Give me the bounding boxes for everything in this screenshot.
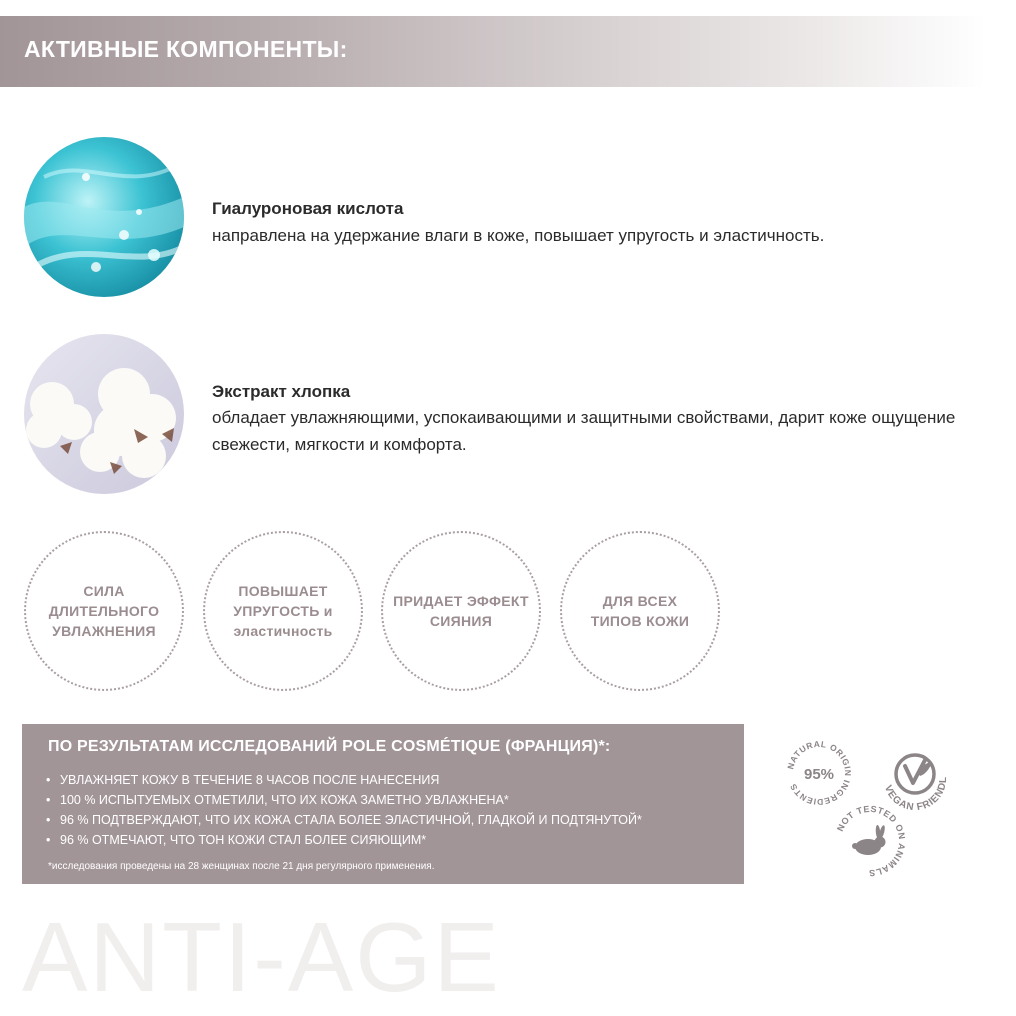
study-results-list	[46, 770, 642, 850]
benefit-badge-line: УВЛАЖНЕНИЯ	[52, 623, 156, 639]
hyaluronic-gel-photo	[24, 137, 184, 297]
natural-origin-seal-icon	[784, 738, 854, 808]
benefit-badge-line: ДЛЯ ВСЕХ	[602, 593, 678, 609]
study-title: ПО РЕЗУЛЬТАТАМ ИССЛЕДОВАНИЙ POLE COSMÉTIQUE (ФРАНЦИЯ)*:	[48, 738, 611, 755]
study-result-item: • 96 % ПОДТВЕРЖДАЮТ, ЧТО ИХ КОЖА СТАЛА БОЛЕЕ ЭЛАСТИЧНОЙ, ГЛАДКОЙ И ПОДТЯНУТОЙ*	[46, 810, 642, 830]
benefit-badge-line: СИЛА	[83, 583, 125, 599]
benefit-badge-line: ТИПОВ КОЖИ	[590, 613, 690, 629]
animals-seal-text: NOT TESTED ON ANIMALS	[834, 803, 908, 879]
benefit-badge-line: ДЛИТЕЛЬНОГО	[48, 603, 160, 619]
anti-age-watermark: ANTI-AGE	[22, 902, 501, 1012]
benefit-badge-hydration	[24, 531, 184, 691]
benefit-badge-line: ПРИДАЕТ ЭФФЕКТ	[393, 593, 529, 609]
ingredient-name-hyaluronic: Гиалуроновая кислота	[212, 199, 404, 218]
natural-seal-percent: 95%	[803, 766, 835, 783]
benefit-badge-line: УПРУГОСТЬ и	[233, 603, 333, 619]
not-tested-on-animals-seal-icon	[832, 803, 908, 879]
benefit-badge-line: эластичность	[233, 623, 333, 639]
benefit-badge-line: ПОВЫШАЕТ	[238, 583, 328, 599]
study-results-panel	[22, 724, 744, 884]
benefit-badge-radiance	[381, 531, 541, 691]
benefit-badge-line: СИЯНИЯ	[429, 613, 493, 629]
natural-seal-text: NATURAL ORIGIN INGREDIENTS	[785, 738, 854, 808]
ingredient-name-cotton: Экстракт хлопка	[212, 382, 351, 401]
cotton-photo	[24, 334, 184, 494]
benefit-badge-firmness	[203, 531, 363, 691]
study-footnote: *исследования проведены на 28 женщинах после 21 дня регулярного применения.	[48, 861, 435, 872]
benefit-badge-all-skin-types	[560, 531, 720, 691]
ingredient-description-hyaluronic: направлена на удержание влаги в коже, повышает упругость и эластичность.	[212, 226, 825, 245]
study-result-item: • УВЛАЖНЯЕТ КОЖУ В ТЕЧЕНИЕ 8 ЧАСОВ ПОСЛЕ НАНЕСЕНИЯ	[46, 770, 642, 790]
ingredient-description-cotton: обладает увлажняющими, успокаивающими и защитными свойствами, дарит коже ощущение свежести, мягкости и комфорта.	[212, 408, 956, 454]
vegan-seal-text: VEGAN FRIENDL	[881, 776, 950, 814]
study-result-item: • 96 % ОТМЕЧАЮТ, ЧТО ТОН КОЖИ СТАЛ БОЛЕЕ СИЯЮЩИМ*	[46, 830, 642, 850]
study-result-item: • 100 % ИСПЫТУЕМЫХ ОТМЕТИЛИ, ЧТО ИХ КОЖА ЗАМЕТНО УВЛАЖНЕНА*	[46, 790, 642, 810]
page-title: АКТИВНЫЕ КОМПОНЕНТЫ:	[24, 36, 348, 62]
